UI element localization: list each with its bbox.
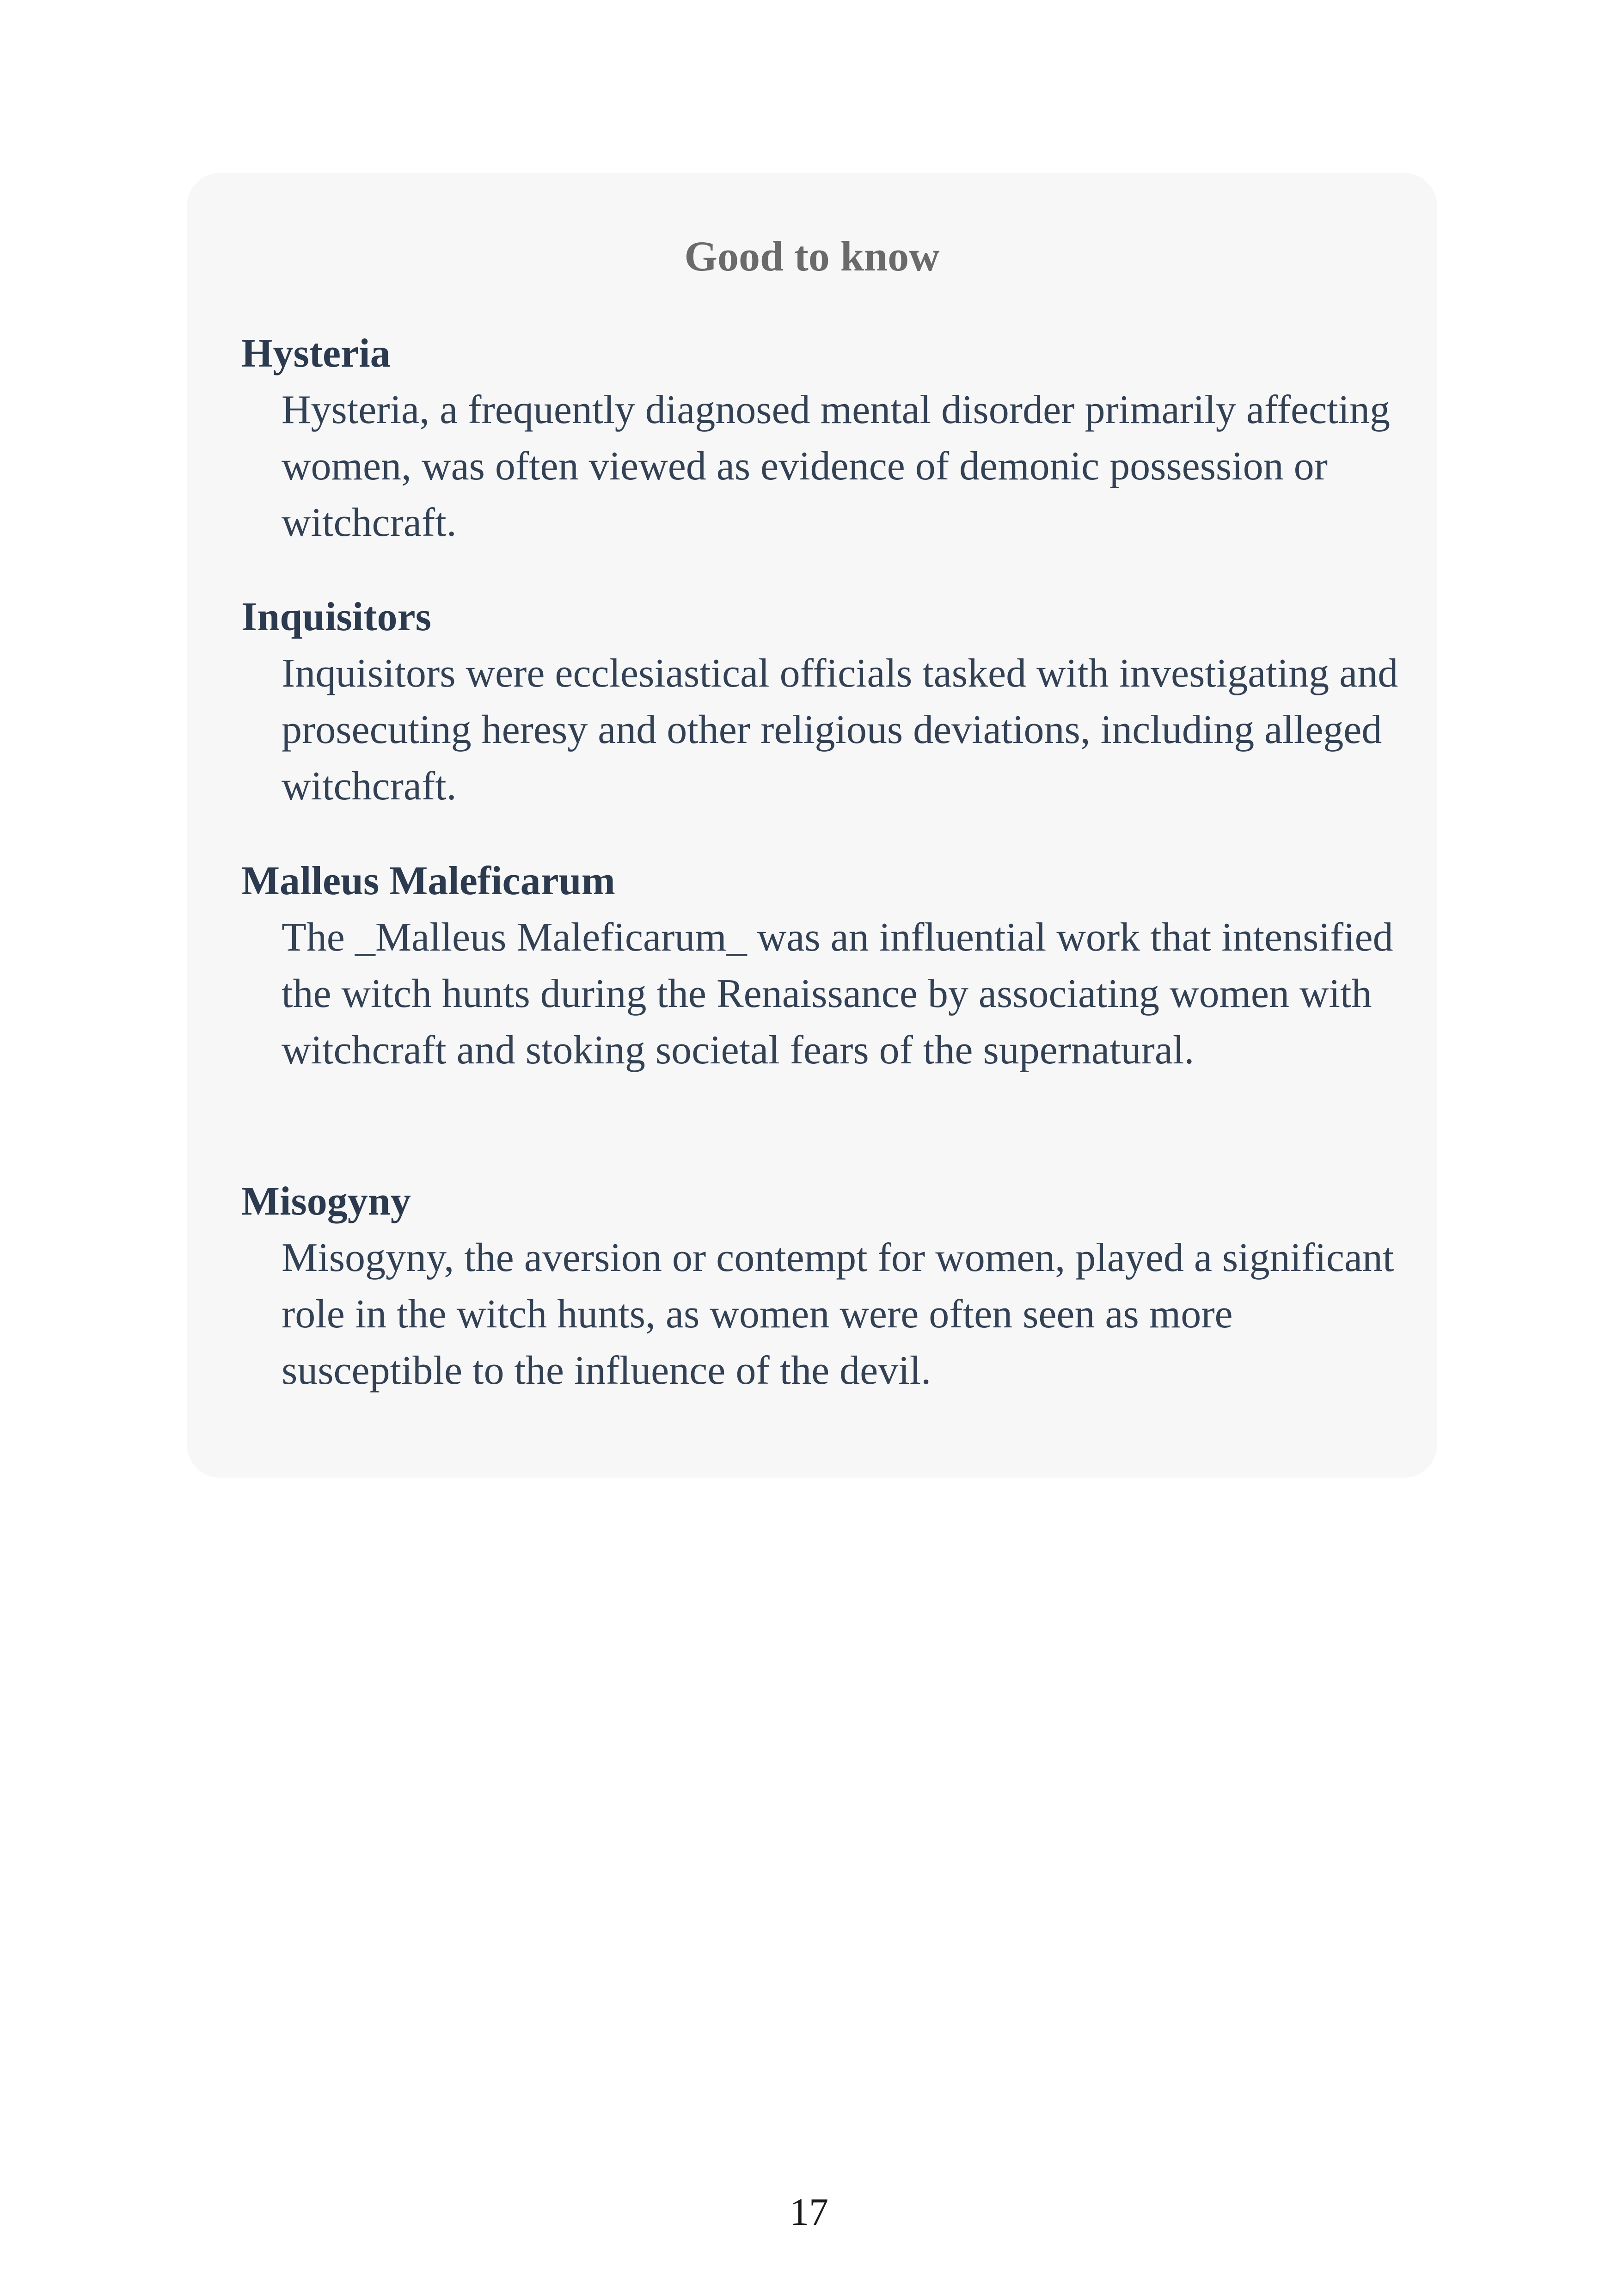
definition-misogyny: Misogyny, the aversion or contempt for women, played a significant role in the witch hunts, as women were often seen as more susceptible to the influence of the devil. bbox=[282, 1235, 1394, 1393]
term-hysteria: Hysteria bbox=[241, 331, 391, 376]
term-misogyny: Misogyny bbox=[241, 1179, 411, 1224]
term-malleus-maleficarum: Malleus Maleficarum bbox=[241, 859, 615, 903]
definition-inquisitors: Inquisitors were ecclesiastical officials tasked with investigating and prosecuting heresy and other religious deviations, including alleged witchcraft. bbox=[282, 651, 1398, 809]
good-to-know-box bbox=[187, 173, 1437, 1478]
definition-hysteria: Hysteria, a frequently diagnosed mental disorder primarily affecting women, was often viewed as evidence of demonic possession or witchcraft. bbox=[282, 387, 1390, 545]
definition-malleus-maleficarum: The _Malleus Maleficarum_ was an influential work that intensified the witch hunts during the Renaissance by associating women with witchcraft and stoking societal fears of the supernatural. bbox=[282, 915, 1393, 1073]
page-number: 17 bbox=[790, 2191, 828, 2234]
term-inquisitors: Inquisitors bbox=[241, 595, 431, 639]
callout-title: Good to know bbox=[684, 233, 940, 280]
